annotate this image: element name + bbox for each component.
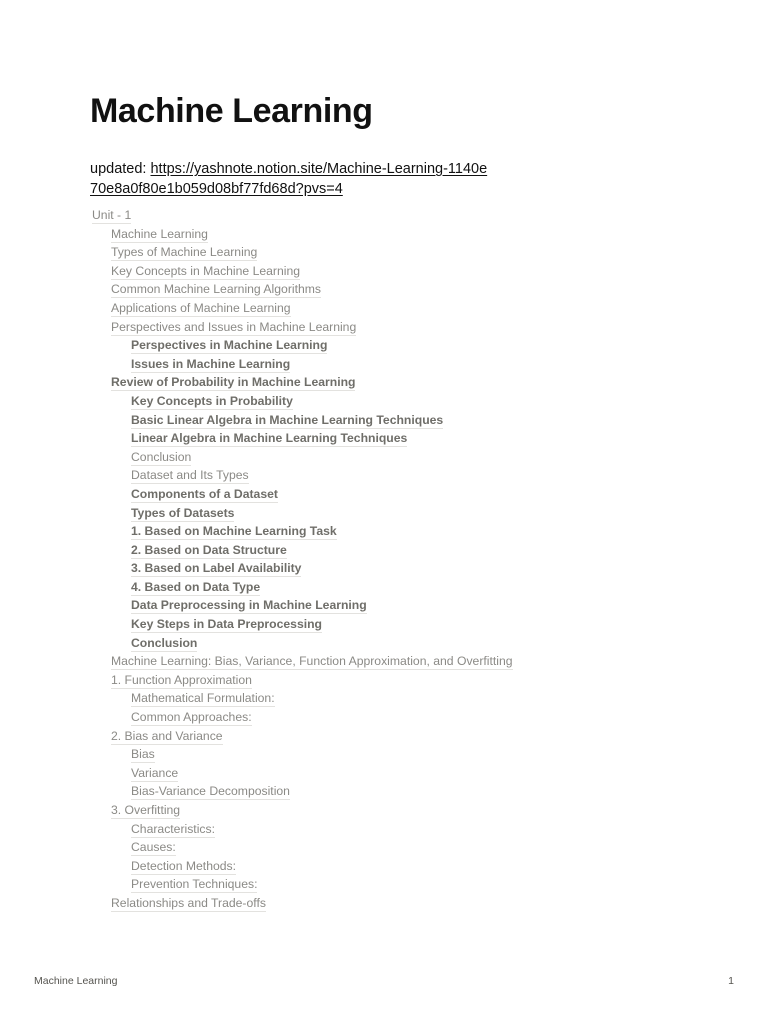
toc-link[interactable]: Detection Methods: xyxy=(131,858,237,873)
toc-item[interactable] xyxy=(90,299,513,318)
toc-item[interactable] xyxy=(90,429,513,448)
toc-link[interactable]: Perspectives in Machine Learning xyxy=(131,338,328,353)
toc-item[interactable] xyxy=(90,857,513,876)
toc-item[interactable] xyxy=(90,466,513,485)
toc-item[interactable] xyxy=(90,689,513,708)
toc-item[interactable] xyxy=(90,801,513,820)
toc-item[interactable] xyxy=(90,578,513,597)
toc-item[interactable] xyxy=(90,894,513,913)
toc-item[interactable] xyxy=(90,745,513,764)
toc-link[interactable]: 1. Function Approximation xyxy=(111,672,252,687)
toc-item[interactable] xyxy=(90,504,513,523)
page-number: 1 xyxy=(728,975,734,987)
toc-link[interactable]: Conclusion xyxy=(131,449,192,464)
toc-item[interactable] xyxy=(90,671,513,690)
toc-link[interactable]: 2. Based on Data Structure xyxy=(131,542,287,557)
toc-link[interactable]: Issues in Machine Learning xyxy=(131,356,291,371)
page-title: Machine Learning xyxy=(90,92,373,130)
toc-link[interactable]: Key Steps in Data Preprocessing xyxy=(131,617,323,632)
toc-item[interactable] xyxy=(90,838,513,857)
toc-item[interactable] xyxy=(90,243,513,262)
toc-link[interactable]: Common Machine Learning Algorithms xyxy=(111,282,321,297)
toc-item[interactable] xyxy=(90,727,513,746)
toc-link[interactable]: Machine Learning: Bias, Variance, Function Approximation, and Overfitting xyxy=(111,654,513,669)
toc-link[interactable]: Dataset and Its Types xyxy=(131,468,249,483)
toc-link[interactable]: Causes: xyxy=(131,840,176,855)
toc-link[interactable]: Relationships and Trade-offs xyxy=(111,895,266,910)
toc-link[interactable]: Review of Probability in Machine Learning xyxy=(111,375,356,390)
toc-link[interactable]: Conclusion xyxy=(131,635,198,650)
footer-title: Machine Learning xyxy=(34,975,118,987)
toc-link[interactable]: 2. Bias and Variance xyxy=(111,728,223,743)
table-of-contents xyxy=(90,206,513,913)
toc-item[interactable] xyxy=(90,782,513,801)
toc-item[interactable] xyxy=(90,708,513,727)
toc-item[interactable] xyxy=(90,596,513,615)
toc-item[interactable] xyxy=(90,541,513,560)
toc-link[interactable]: Prevention Techniques: xyxy=(131,877,258,892)
toc-item[interactable] xyxy=(90,336,513,355)
toc-link[interactable]: 4. Based on Data Type xyxy=(131,579,261,594)
toc-item[interactable] xyxy=(90,820,513,839)
toc-link[interactable]: 3. Overfitting xyxy=(111,803,181,817)
toc-link[interactable]: Bias xyxy=(131,747,155,762)
toc-item[interactable] xyxy=(90,373,513,392)
toc-item[interactable] xyxy=(90,206,513,225)
toc-item[interactable] xyxy=(90,392,513,411)
toc-item[interactable] xyxy=(90,875,513,894)
toc-link[interactable]: Key Concepts in Machine Learning xyxy=(111,263,301,278)
toc-link[interactable]: 1. Based on Machine Learning Task xyxy=(131,524,337,539)
toc-item[interactable] xyxy=(90,634,513,653)
toc-link[interactable]: Characteristics: xyxy=(131,821,215,836)
toc-item[interactable] xyxy=(90,448,513,467)
toc-item[interactable] xyxy=(90,318,513,337)
toc-link[interactable]: Applications of Machine Learning xyxy=(111,300,291,315)
toc-item[interactable] xyxy=(90,652,513,671)
toc-link[interactable]: Bias-Variance Decomposition xyxy=(131,784,290,799)
updated-line xyxy=(90,159,490,199)
toc-item[interactable] xyxy=(90,355,513,374)
toc-link[interactable]: Types of Machine Learning xyxy=(111,245,258,260)
toc-link[interactable]: Data Preprocessing in Machine Learning xyxy=(131,598,367,613)
notion-link[interactable]: https://yashnote.notion.site/Machine-Learning-1140e70e8a0f80e1b059d08bf77fd68d?pvs=4 xyxy=(90,161,488,197)
updated-label: updated: xyxy=(90,161,151,177)
toc-link[interactable]: Unit - 1 xyxy=(92,208,132,222)
toc-link[interactable]: Basic Linear Algebra in Machine Learning Techniques xyxy=(131,412,444,427)
toc-item[interactable] xyxy=(90,522,513,541)
toc-item[interactable] xyxy=(90,411,513,430)
toc-link[interactable]: Variance xyxy=(131,765,179,780)
toc-link[interactable]: Machine Learning xyxy=(111,226,208,241)
toc-link[interactable]: Perspectives and Issues in Machine Learning xyxy=(111,319,357,334)
toc-link[interactable]: Linear Algebra in Machine Learning Techniques xyxy=(131,431,408,446)
toc-link[interactable]: 3. Based on Label Availability xyxy=(131,561,302,576)
toc-link[interactable]: Common Approaches: xyxy=(131,710,252,725)
toc-item[interactable] xyxy=(90,485,513,504)
toc-link[interactable]: Mathematical Formulation: xyxy=(131,691,275,706)
toc-item[interactable] xyxy=(90,764,513,783)
toc-item[interactable] xyxy=(90,615,513,634)
toc-link[interactable]: Key Concepts in Probability xyxy=(131,393,293,408)
toc-item[interactable] xyxy=(90,262,513,281)
toc-item[interactable] xyxy=(90,280,513,299)
toc-link[interactable]: Types of Datasets xyxy=(131,505,235,520)
toc-link[interactable]: Components of a Dataset xyxy=(131,486,278,501)
toc-item[interactable] xyxy=(90,225,513,244)
toc-item[interactable] xyxy=(90,559,513,578)
